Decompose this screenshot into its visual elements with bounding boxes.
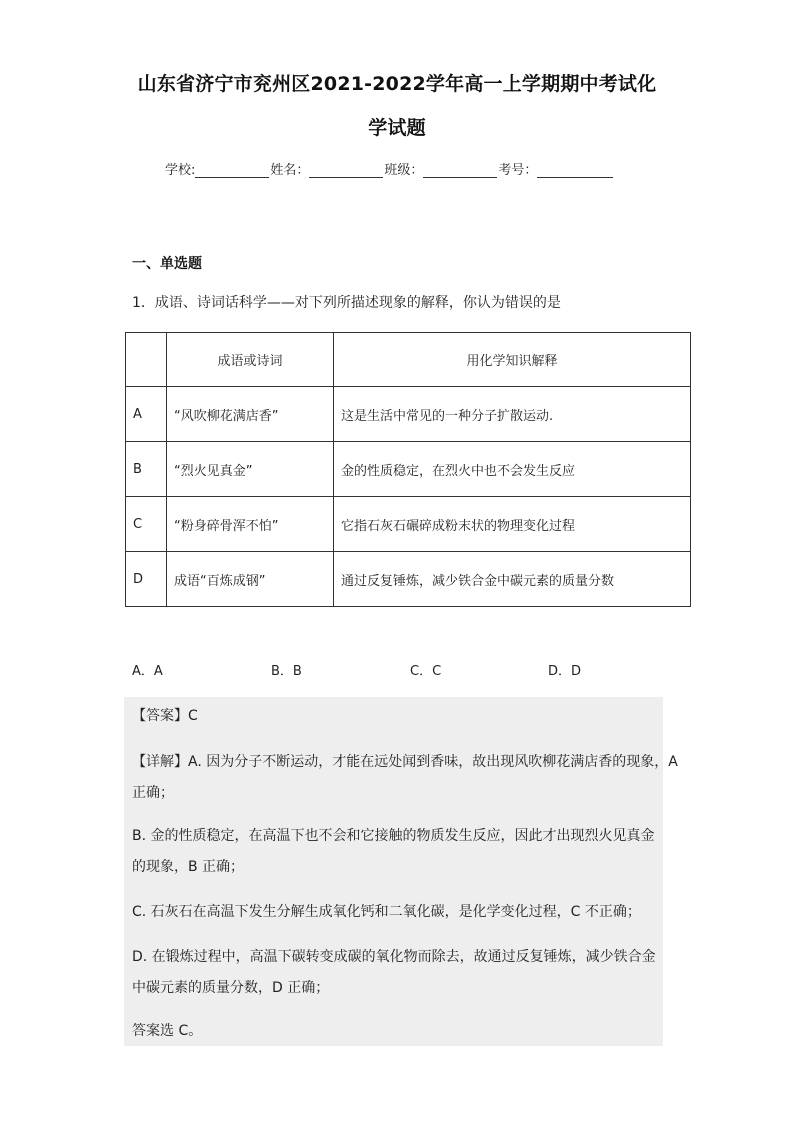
table-row <box>126 552 691 607</box>
detail-b-line-1: B. 金的性质稳定，在高温下也不会和它接触的物质发生反应，因此才出现烈火见真金 <box>132 828 655 844</box>
table-row <box>126 497 691 552</box>
class-blank[interactable] <box>423 163 497 178</box>
table-header-cell: 成语或诗词 <box>167 333 334 387</box>
table-header-cell <box>126 333 167 387</box>
table-header-cell: 用化学知识解释 <box>334 333 691 387</box>
detail-a-line-2: 正确； <box>132 785 174 801</box>
table-cell-phrase: “粉身碎骨浑不怕” <box>167 497 334 552</box>
number-blank[interactable] <box>537 163 613 178</box>
option-a[interactable]: A．A <box>132 664 163 679</box>
table-cell-phrase: “烈火见真金” <box>167 442 334 497</box>
question-stem: 1．成语、诗词话科学——对下列所描述现象的解释，你认为错误的是 <box>132 295 561 311</box>
detail-c-line: C. 石灰石在高温下发生分解生成氧化钙和二氧化碳，是化学变化过程，C 不正确； <box>132 904 641 920</box>
option-d[interactable]: D．D <box>548 664 582 679</box>
detail-d-line-1: D. 在锻炼过程中，高温下碳转变成碳的氧化物而除去，故通过反复锤炼，减少铁合金 <box>132 949 656 965</box>
table-row <box>126 387 691 442</box>
table-row <box>126 442 691 497</box>
detail-b-line-2: 的现象，B 正确； <box>132 859 245 875</box>
table-header-row <box>126 333 691 387</box>
table-cell-explanation: 通过反复锤炼，减少铁合金中碳元素的质量分数 <box>334 552 691 607</box>
school-label: 学校: <box>165 163 196 178</box>
answer-line: 【答案】C <box>132 708 198 724</box>
table-cell-letter: B <box>126 442 167 497</box>
option-c[interactable]: C．C <box>410 664 442 679</box>
document-title-line-1: 山东省济宁市兖州区2021-2022学年高一上学期期中考试化 <box>137 73 657 95</box>
table-cell-letter: C <box>126 497 167 552</box>
name-label: 姓名： <box>270 163 310 178</box>
school-blank[interactable] <box>195 163 269 178</box>
table-cell-explanation: 金的性质稳定，在烈火中也不会发生反应 <box>334 442 691 497</box>
answer-conclusion: 答案选 C。 <box>132 1023 203 1039</box>
section-heading: 一、单选题 <box>132 256 202 272</box>
option-b[interactable]: B．B <box>271 664 302 679</box>
table-cell-explanation: 这是生活中常见的一种分子扩散运动. <box>334 387 691 442</box>
document-title-line-2: 学试题 <box>368 117 426 139</box>
class-label: 班级： <box>384 163 424 178</box>
table-cell-phrase: “风吹柳花满店香” <box>167 387 334 442</box>
student-info-line <box>165 159 614 178</box>
number-label: 考号： <box>498 163 538 178</box>
table-cell-phrase: 成语“百炼成钢” <box>167 552 334 607</box>
table-cell-explanation: 它指石灰石碾碎成粉末状的物理变化过程 <box>334 497 691 552</box>
table-cell-letter: A <box>126 387 167 442</box>
table-cell-letter: D <box>126 552 167 607</box>
name-blank[interactable] <box>309 163 383 178</box>
detail-d-line-2: 中碳元素的质量分数，D 正确； <box>132 980 330 996</box>
question-table <box>125 332 691 607</box>
detail-a-line-1: 【详解】A. 因为分子不断运动，才能在远处闻到香味，故出现风吹柳花满店香的现象，A <box>132 754 678 770</box>
